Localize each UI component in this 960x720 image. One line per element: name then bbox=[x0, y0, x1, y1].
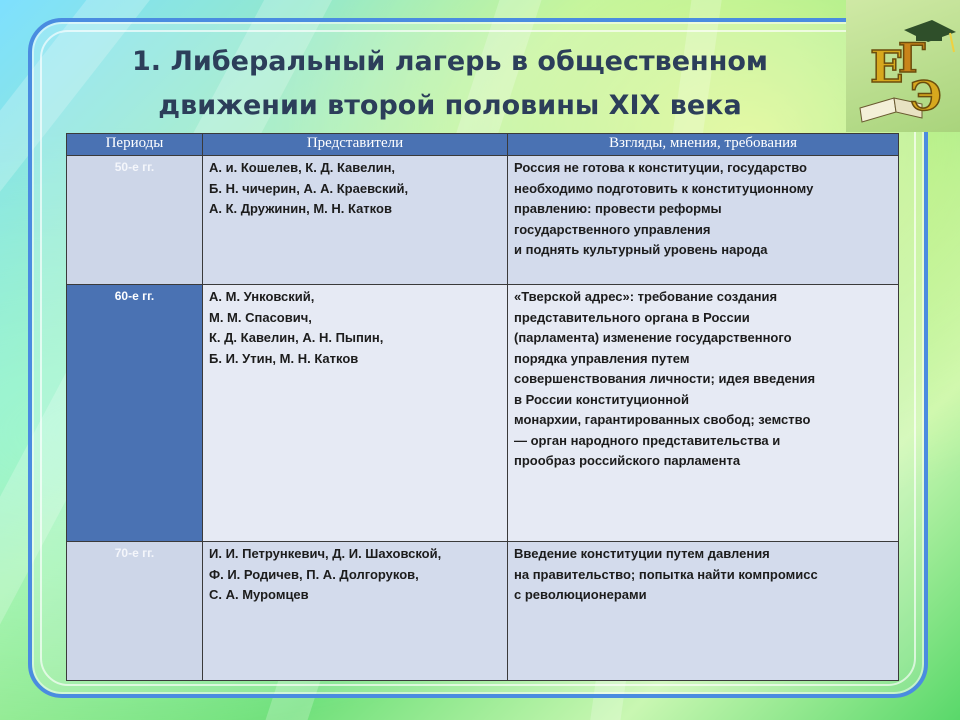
liberal-camp-table bbox=[66, 133, 899, 681]
text-line: И. И. Петрункевич, Д. И. Шаховской, bbox=[209, 546, 442, 561]
table-header-row bbox=[67, 134, 899, 156]
representatives-cell bbox=[203, 156, 508, 285]
text-line: Б. Н. чичерин, А. А. Краевский, bbox=[209, 180, 409, 196]
text-line: А. К. Дружинин, М. Н. Катков bbox=[209, 201, 392, 216]
text-line: совершенствования личности; идея введения bbox=[514, 371, 816, 386]
table-row bbox=[67, 542, 899, 681]
representatives-cell bbox=[203, 285, 508, 542]
text-line: К. Д. Кавелин, А. Н. Пыпин, bbox=[209, 330, 384, 345]
text-line: М. М. Спасович, bbox=[209, 309, 312, 325]
text-line: прообраз российского парламента bbox=[514, 453, 741, 468]
text-line: монархии, гарантированных свобод; земство bbox=[514, 412, 811, 427]
views-cell bbox=[508, 542, 899, 681]
text-line: Б. И. Утин, М. Н. Катков bbox=[209, 350, 359, 366]
table-row bbox=[67, 156, 899, 285]
period-cell: 70-е гг. bbox=[67, 542, 203, 681]
ege-logo-icon bbox=[846, 0, 960, 132]
views-cell bbox=[508, 285, 899, 542]
text-line: С. А. Муромцев bbox=[209, 587, 309, 602]
slide-title-line-1: 1. Либеральный лагерь в общественном bbox=[132, 46, 768, 77]
views-cell bbox=[508, 156, 899, 285]
text-line: Ф. И. Родичев, П. А. Долгоруков, bbox=[209, 566, 419, 582]
text-line: А. и. Кошелев, К. Д. Кавелин, bbox=[209, 160, 396, 175]
text-line: с революционерами bbox=[514, 587, 647, 602]
text-line: (парламента) изменение государственного bbox=[514, 330, 792, 345]
logo-letter-g: Г bbox=[898, 35, 926, 82]
text-line: — орган народного представительства и bbox=[514, 432, 781, 448]
text-line: и поднять культурный уровень народа bbox=[514, 242, 768, 257]
header-periods: Периоды bbox=[67, 134, 203, 156]
table-row bbox=[67, 285, 899, 542]
text-line: на правительство; попытка найти компромисс bbox=[514, 566, 818, 582]
logo-letter-e: Е bbox=[870, 42, 904, 93]
logo-letter-e2: Э bbox=[910, 73, 942, 120]
text-line: А. М. Унковский, bbox=[209, 289, 315, 304]
text-line: «Тверской адрес»: требование создания bbox=[514, 289, 778, 304]
text-line: порядка управления путем bbox=[514, 350, 690, 366]
text-line: необходимо подготовить к конституционному bbox=[514, 180, 814, 196]
text-line: Россия не готова к конституции, государство bbox=[514, 160, 808, 175]
representatives-cell bbox=[203, 542, 508, 681]
text-line: в России конституционной bbox=[514, 391, 689, 407]
period-cell: 60-е гг. bbox=[67, 285, 203, 542]
text-line: Введение конституции путем давления bbox=[514, 546, 770, 561]
text-line: государственного управления bbox=[514, 221, 711, 237]
period-cell: 50-е гг. bbox=[67, 156, 203, 285]
text-line: правлению: провести реформы bbox=[514, 201, 722, 216]
header-views: Взгляды, мнения, требования bbox=[508, 134, 899, 156]
header-representatives: Представители bbox=[203, 134, 508, 156]
slide-title-line-2: движении второй половины XIX века bbox=[158, 90, 742, 121]
text-line: представительного органа в России bbox=[514, 309, 750, 325]
slide-title bbox=[60, 40, 840, 128]
